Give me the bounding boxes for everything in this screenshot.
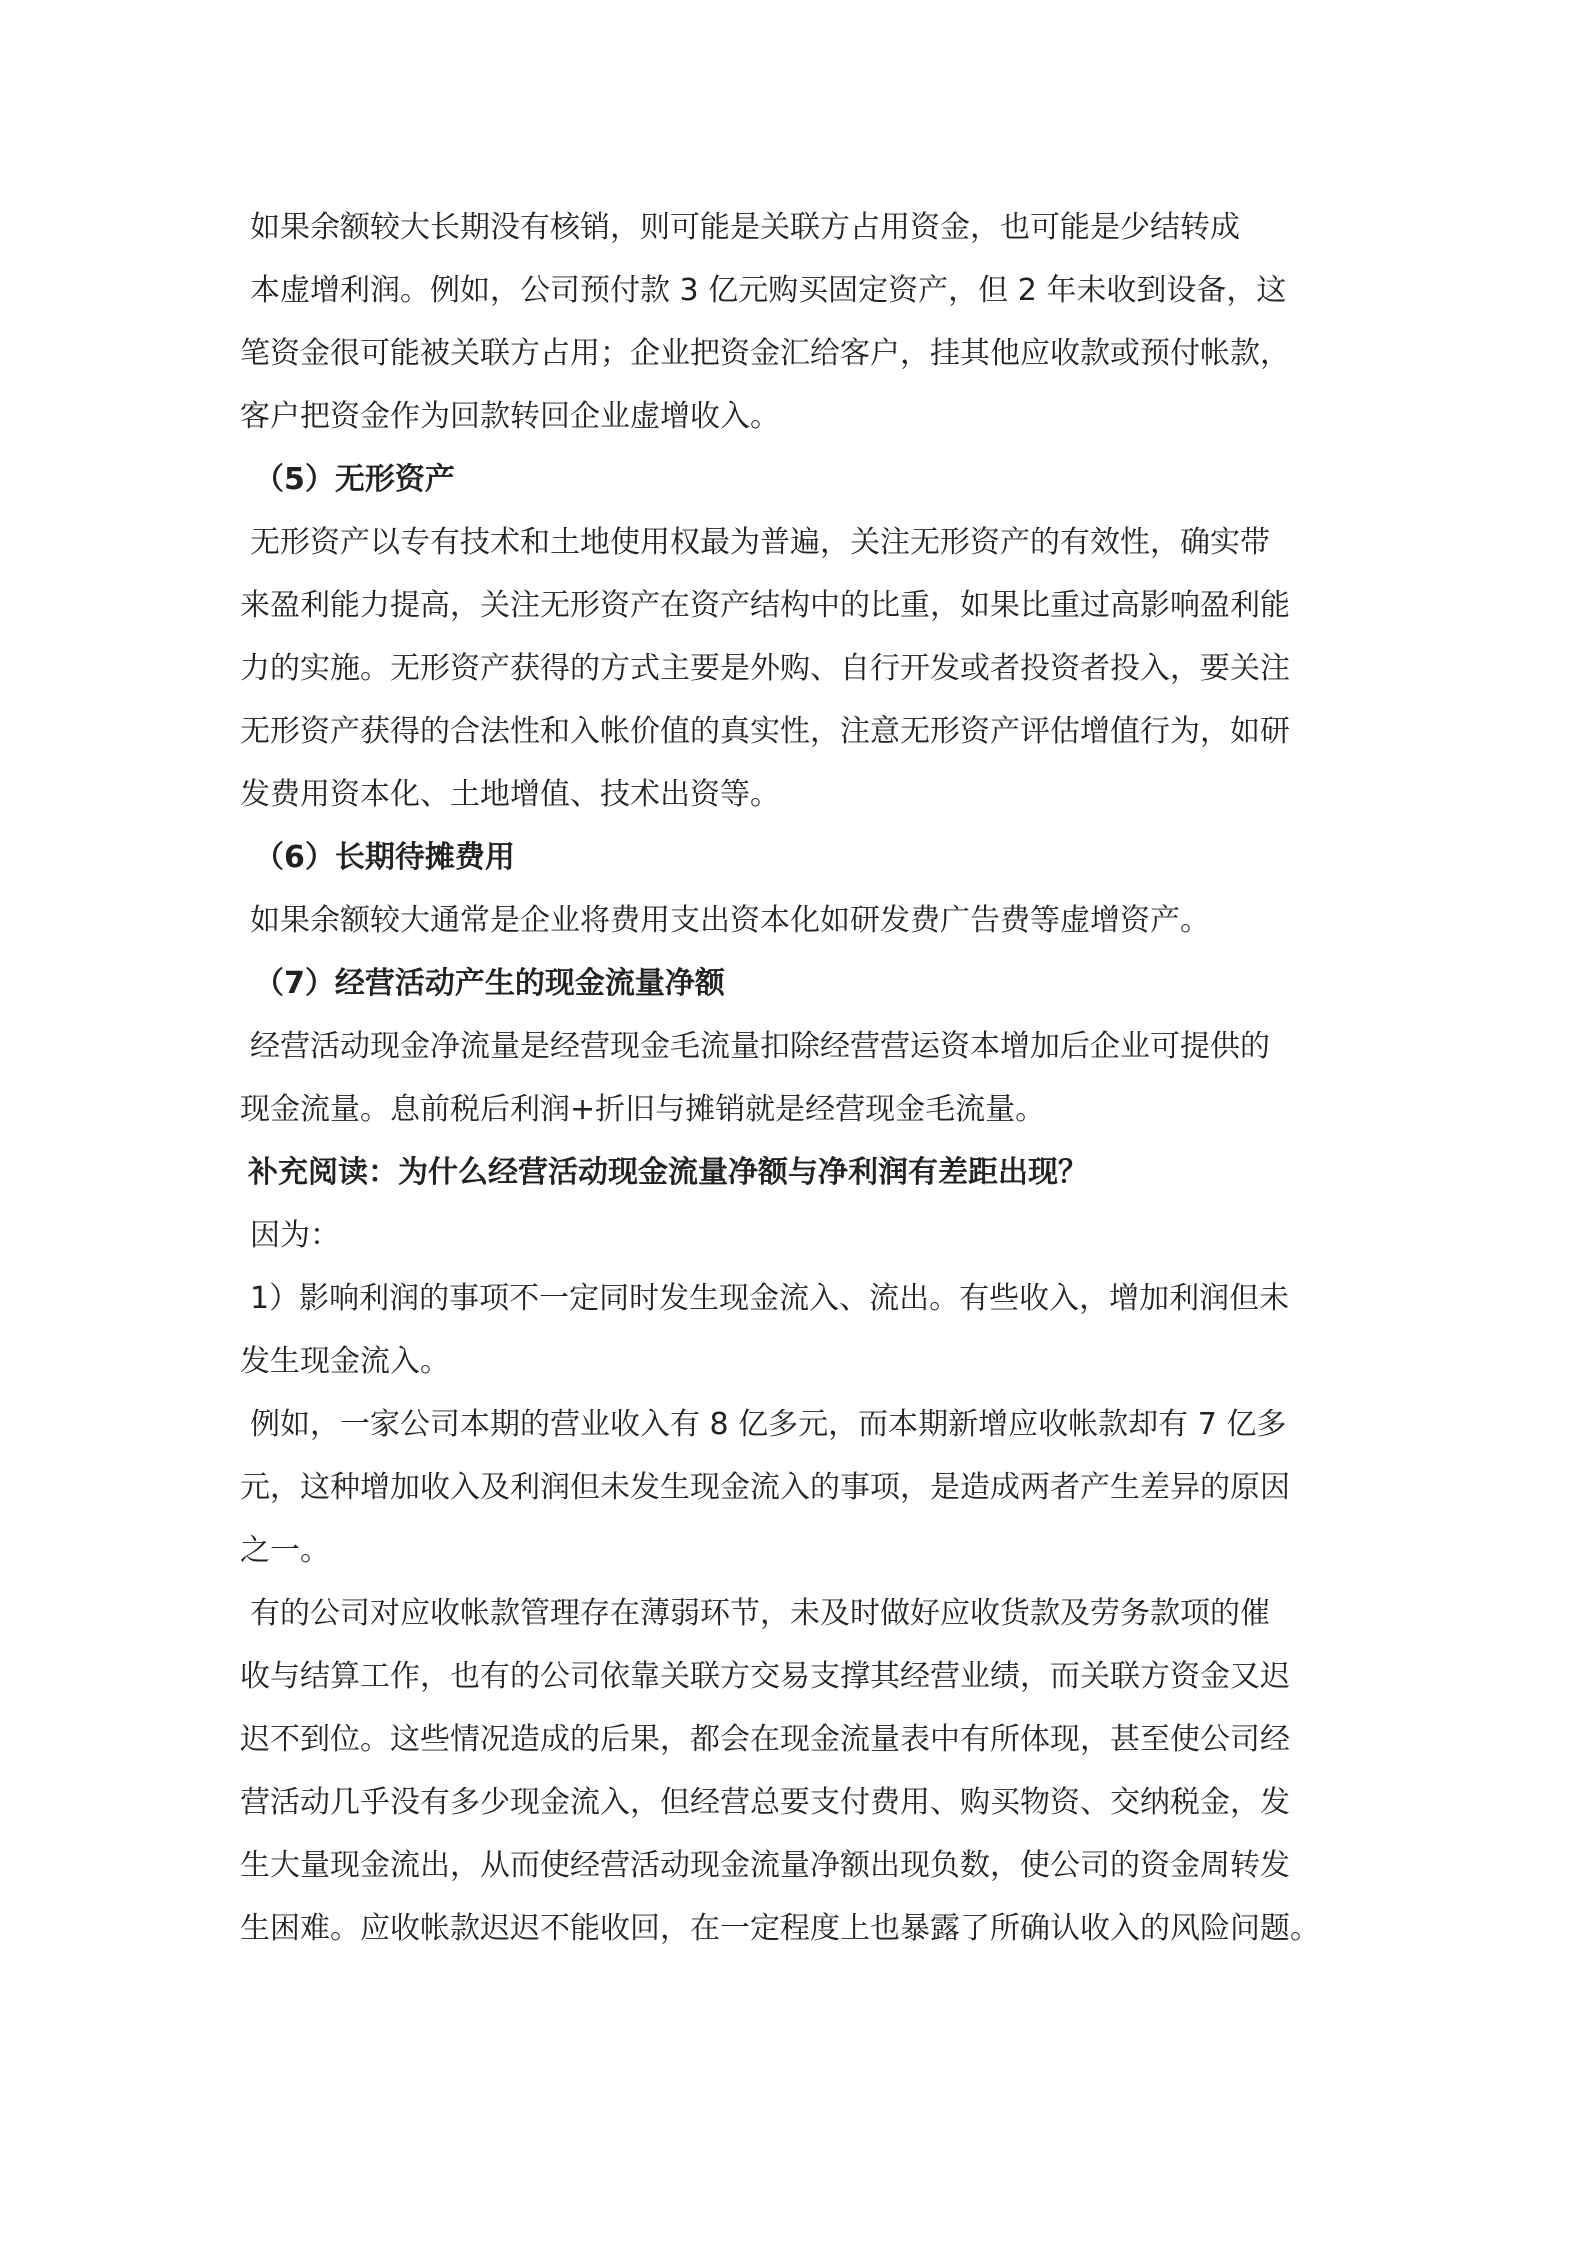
text-line: 本虚增利润。例如，公司预付款 3 亿元购买固定资产，但 2 年未收到设备，这 [250, 273, 1287, 308]
section-heading-supplementary-reading: 补充阅读：为什么经营活动现金流量净额与净利润有差距出现？ [248, 1155, 1088, 1190]
document-body [240, 196, 1360, 1960]
section-heading-operating-cash-flow: （7）经营活动产生的现金流量净额 [254, 966, 725, 1001]
text-line: 1）影响利润的事项不一定同时发生现金流入、流出。有些收入，增加利润但未 [250, 1281, 1290, 1316]
text-line: 发费用资本化、土地增值、技术出资等。 [240, 777, 780, 812]
paragraph-reason-1 [240, 1267, 1360, 1393]
paragraph-related-party [240, 196, 1360, 448]
text-line: 客户把资金作为回款转回企业虚增收入。 [240, 399, 780, 434]
text-line: 如果余额较大长期没有核销，则可能是关联方占用资金，也可能是少结转成 [250, 210, 1240, 245]
text-line: 迟不到位。这些情况造成的后果，都会在现金流量表中有所体现，甚至使公司经 [240, 1722, 1290, 1757]
text-line: 经营活动现金净流量是经营现金毛流量扣除经营营运资本增加后企业可提供的 [250, 1029, 1270, 1064]
text-line: 无形资产以专有技术和土地使用权最为普遍，关注无形资产的有效性，确实带 [250, 525, 1270, 560]
text-line: 力的实施。无形资产获得的方式主要是外购、自行开发或者投资者投入，要关注 [240, 651, 1290, 686]
paragraph-intangible-assets [240, 511, 1360, 826]
text-line: 如果余额较大通常是企业将费用支出资本化如研发费广告费等虚增资产。 [250, 903, 1210, 938]
paragraph-deferred-expenses [240, 889, 1360, 952]
paragraph-example [240, 1393, 1360, 1582]
paragraph-receivables-management [240, 1582, 1360, 1960]
text-line: 元，这种增加收入及利润但未发生现金流入的事项，是造成两者产生差异的原因 [240, 1470, 1290, 1505]
text-line: 现金流量。息前税后利润+折旧与摊销就是经营现金毛流量。 [240, 1092, 1046, 1127]
paragraph-because [240, 1204, 1360, 1267]
text-line: 笔资金很可能被关联方占用；企业把资金汇给客户，挂其他应收款或预付帐款， [240, 336, 1290, 371]
text-line: 例如，一家公司本期的营业收入有 8 亿多元，而本期新增应收帐款却有 7 亿多 [250, 1407, 1287, 1442]
section-heading-deferred-expenses: （6）长期待摊费用 [254, 840, 515, 875]
text-line: 营活动几乎没有多少现金流入，但经营总要支付费用、购买物资、交纳税金，发 [240, 1785, 1290, 1820]
text-line: 发生现金流入。 [240, 1344, 450, 1379]
text-line: 因为： [250, 1218, 340, 1253]
text-line: 生困难。应收帐款迟迟不能收回，在一定程度上也暴露了所确认收入的风险问题。 [240, 1911, 1320, 1946]
text-line: 有的公司对应收帐款管理存在薄弱环节，未及时做好应收货款及劳务款项的催 [250, 1596, 1270, 1631]
text-line: 生大量现金流出，从而使经营活动现金流量净额出现负数，使公司的资金周转发 [240, 1848, 1290, 1883]
text-line: 之一。 [240, 1533, 330, 1568]
section-heading-intangible-assets: （5）无形资产 [254, 462, 455, 497]
text-line: 收与结算工作，也有的公司依靠关联方交易支撑其经营业绩，而关联方资金又迟 [240, 1659, 1290, 1694]
text-line: 来盈利能力提高，关注无形资产在资产结构中的比重，如果比重过高影响盈利能 [240, 588, 1290, 623]
text-line: 无形资产获得的合法性和入帐价值的真实性，注意无形资产评估增值行为，如研 [240, 714, 1290, 749]
paragraph-operating-cash-flow [240, 1015, 1360, 1141]
